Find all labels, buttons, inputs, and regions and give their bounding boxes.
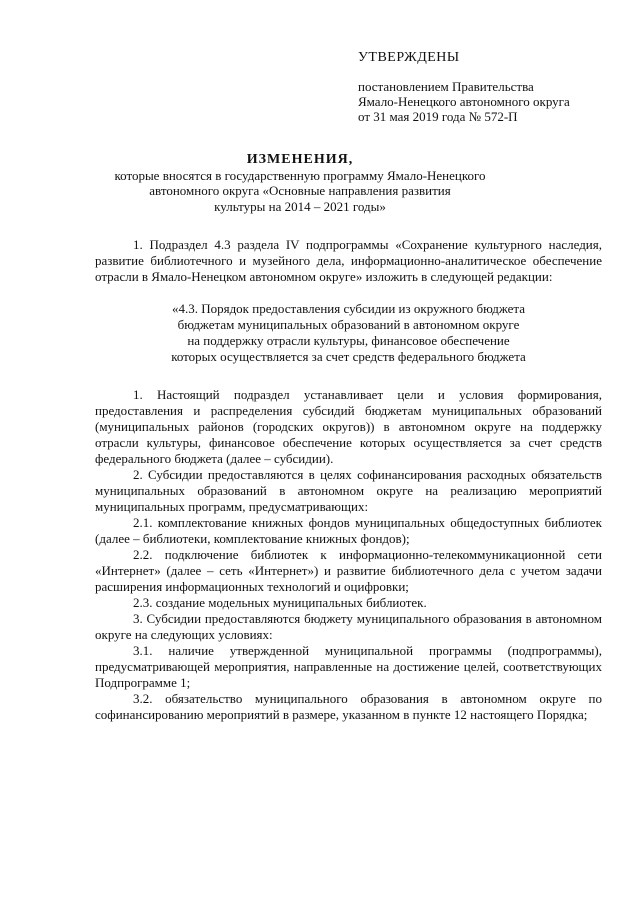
- section-title-line: бюджетам муниципальных образований в автономном округе: [177, 317, 520, 332]
- title-line: которые вносятся в государственную программу Ямало-Ненецкого: [114, 167, 486, 183]
- approval-line: постановлением Правительства: [358, 79, 534, 94]
- approval-heading: УТВЕРЖДЕНЫ: [358, 50, 460, 65]
- document-body: [95, 237, 602, 723]
- paragraph-2-2: 2.2. подключение библиотек к информационно-телекоммуникационной сети «Интернет» (далее – сеть «Интернет») и развитие библиотечного дела с учетом задачи расширения информационных технологий и оцифровки;: [95, 547, 602, 594]
- section-title-line: «4.3. Порядок предоставления субсидии из окружного бюджета: [171, 301, 526, 316]
- intro-paragraph: 1. Подраздел 4.3 раздела IV подпрограммы «Сохранение культурного наследия, развитие библиотечного и музейного дела, информационно-аналитическое обеспечение отрасли в Ямало-Ненецком автономном округе» изложить в следующей редакции:: [95, 237, 602, 284]
- section-title: [95, 301, 602, 365]
- approval-line: Ямало-Ненецкого автономного округа: [358, 94, 570, 109]
- document-title: ИЗМЕНЕНИЯ,: [246, 152, 354, 167]
- paragraph-2-3: 2.3. создание модельных муниципальных библиотек.: [133, 595, 427, 610]
- paragraph-2-1: 2.1. комплектование книжных фондов муниципальных общедоступных библиотек (далее – библиотеки, комплектование книжных фондов);: [95, 515, 602, 546]
- document-title-block: [100, 152, 500, 214]
- approval-line: от 31 мая 2019 года № 572-П: [358, 109, 518, 124]
- title-line: автономного округа «Основные направления развития: [149, 183, 451, 198]
- paragraph-2: 2. Субсидии предоставляются в целях софинансирования расходных обязательств муниципальных образований в автономном округе на реализацию мероприятий муниципальных программ, предусматривающих:: [95, 467, 602, 514]
- paragraph-3-2: 3.2. обязательство муниципального образования в автономном округе по софинансированию мероприятий в размере, указанном в пункте 12 настоящего Порядка;: [95, 691, 602, 722]
- section-title-line: на поддержку отрасли культуры, финансовое обеспечение: [187, 333, 510, 348]
- title-line: культуры на 2014 – 2021 годы»: [214, 198, 386, 214]
- paragraph-3: 3. Субсидии предоставляются бюджету муниципального образования в автономном округе на следующих условиях:: [95, 611, 602, 642]
- section-title-line: которых осуществляется за счет средств федерального бюджета: [171, 349, 526, 364]
- paragraph-1: 1. Настоящий подраздел устанавливает цели и условия формирования, предоставления и распределения субсидий бюджетам муниципальных образований (муниципальных районов (городских округов)) в автономном округе на поддержку отрасли культуры, финансовое обеспечение которых осуществляется за счет средств федерального бюджета (далее – субсидии).: [95, 387, 602, 466]
- approval-block: [358, 50, 618, 124]
- paragraph-3-1: 3.1. наличие утвержденной муниципальной программы (подпрограммы), предусматривающей мероприятия, направленные на достижение целей, соответствующих Подпрограмме 1;: [95, 643, 602, 690]
